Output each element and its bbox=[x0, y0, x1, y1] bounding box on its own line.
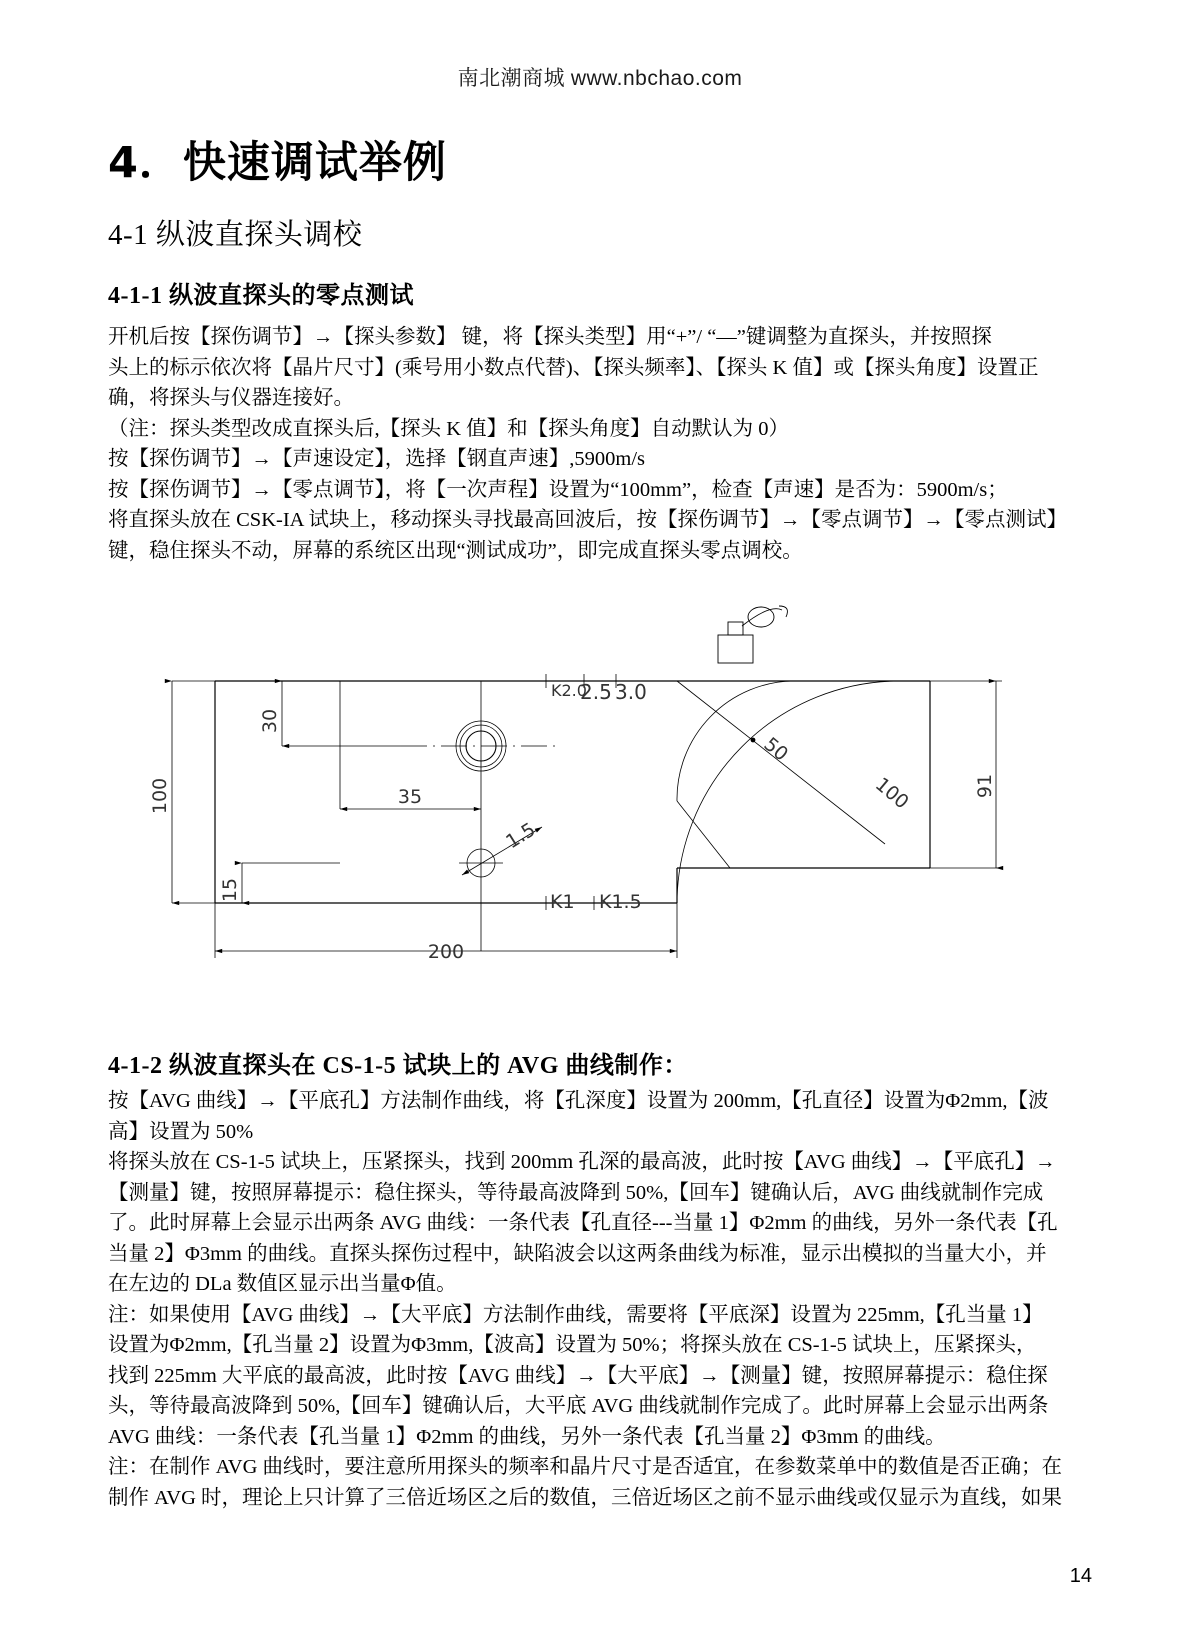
dim-label-R100: 100 bbox=[870, 773, 913, 814]
dim-label-100: 100 bbox=[149, 777, 171, 815]
dim-label-R50: 50 bbox=[759, 733, 793, 766]
body-line: 当量 2】Φ3mm 的曲线。直探头探伤过程中，缺陷波会以这两条曲线为标准，显示出模拟的当量大小，并 bbox=[108, 1242, 1047, 1265]
dim-label-35: 35 bbox=[397, 786, 423, 808]
dimension-depth-30 bbox=[282, 681, 401, 746]
dim-label-200: 200 bbox=[427, 941, 465, 963]
body-line: 键，稳住探头不动，屏幕的系统区出现“测试成功”，即完成直探头零点调校。 bbox=[108, 539, 803, 562]
paragraph-block-4-1-1 bbox=[108, 322, 1070, 566]
drawing-svg bbox=[110, 596, 1070, 1006]
body-line: 高】设置为 50% bbox=[108, 1120, 254, 1143]
dim-label-1-5: 1.5 bbox=[502, 818, 540, 854]
page-title: 4．快速调试举例 bbox=[108, 138, 447, 188]
body-line: 注：如果使用【AVG 曲线】→【大平底】方法制作曲线，需要将【平底深】设置为 225mm,【孔当量 1】 bbox=[108, 1303, 1043, 1326]
body-line: 按【AVG 曲线】→【平底孔】方法制作曲线，将【孔深度】设置为 200mm,【孔直径】设置为Φ2mm,【波 bbox=[108, 1090, 1049, 1112]
scale-label-k1-5: K1.5 bbox=[599, 891, 642, 913]
large-hole bbox=[401, 681, 561, 781]
subsection-heading-4-1-1: 4-1-1 纵波直探头的零点测试 bbox=[108, 283, 414, 309]
scale-label-3-0: 3.0 bbox=[615, 680, 647, 704]
radius-dimension-lines bbox=[677, 681, 885, 844]
probe-icon bbox=[718, 606, 787, 663]
paragraph-block-4-1-2 bbox=[108, 1086, 1070, 1513]
body-line: 设置为Φ2mm,【孔当量 2】设置为Φ3mm,【波高】设置为 50%；将探头放在 CS-1-5 试块上，压紧探头， bbox=[108, 1334, 1037, 1356]
body-line: 按【探伤调节】→【声速设定】，选择【钢直声速】,5900m/s bbox=[108, 448, 645, 470]
body-line: 头上的标示依次将【晶片尺寸】(乘号用小数点代替)、【探头频率】、【探头 K 值】或【探头角度】设置正 bbox=[108, 356, 1039, 379]
site-url: www.nbchao.com bbox=[570, 67, 743, 90]
body-line: 按【探伤调节】→【零点调节】，将【一次声程】设置为“100mm”，检查【声速】是否为：5900m/s； bbox=[108, 478, 1008, 501]
dimension-depth-15 bbox=[242, 863, 340, 903]
body-line: （注：探头类型改成直探头后,【探头 K 值】和【探头角度】自动默认为 0） bbox=[108, 417, 790, 440]
body-line: 注：在制作 AVG 曲线时，要注意所用探头的频率和晶片尺寸是否适宜，在参数菜单中的数值是否正确；在 bbox=[108, 1456, 1063, 1478]
dim-label-91: 91 bbox=[974, 773, 996, 799]
body-line: 开机后按【探伤调节】→【探头参数】 键，将【探头类型】用“+”/ “—”键调整为直探头，并按照探 bbox=[108, 326, 992, 348]
page-number: 14 bbox=[1069, 1565, 1092, 1587]
body-line: 【测量】键，按照屏幕提示：稳住探头，等待最高波降到 50%,【回车】键确认后，AVG 曲线就制作完成 bbox=[108, 1181, 1044, 1204]
scale-label-k1: K1 bbox=[550, 891, 575, 913]
body-line: 了。此时屏幕上会显示出两条 AVG 曲线：一条代表【孔直径---当量 1】Φ2mm 的曲线，另外一条代表【孔 bbox=[108, 1212, 1058, 1234]
body-line: 头，等待最高波降到 50%,【回车】键确认后，大平底 AVG 曲线就制作完成了。此时屏幕上会显示出两条 bbox=[108, 1395, 1049, 1417]
radius-arcs bbox=[677, 681, 898, 903]
body-line: 确，将探头与仪器连接好。 bbox=[108, 387, 354, 409]
body-line: AVG 曲线：一条代表【孔当量 1】Φ2mm 的曲线，另外一条代表【孔当量 2】Φ3mm 的曲线。 bbox=[108, 1425, 946, 1448]
dim-label-15: 15 bbox=[219, 877, 241, 903]
dim-label-30: 30 bbox=[259, 708, 281, 734]
body-line: 找到 225mm 大平底的最高波，此时按【AVG 曲线】→【大平底】→【测量】键，按照屏幕提示：稳住探 bbox=[108, 1364, 1048, 1387]
scale-label-2-5: 2.5 bbox=[580, 680, 612, 704]
subsection-heading-4-1-2: 4-1-2 纵波直探头在 CS-1-5 试块上的 AVG 曲线制作： bbox=[108, 1053, 688, 1079]
dimension-height-100 bbox=[172, 681, 215, 903]
body-line: 制作 AVG 时，理论上只计算了三倍近场区之后的数值，三倍近场区之前不显示曲线或仅显示为直线，如果 bbox=[108, 1486, 1063, 1509]
body-line: 在左边的 DLa 数值区显示出当量Φ值。 bbox=[108, 1273, 457, 1295]
small-hole bbox=[459, 781, 542, 951]
scale-label-k2-0: K2.0 bbox=[551, 681, 587, 700]
block-outline bbox=[215, 681, 930, 903]
body-line: 将探头放在 CS-1-5 试块上，压紧探头，找到 200mm 孔深的最高波，此时按【AVG 曲线】→【平底孔】→ bbox=[108, 1151, 1056, 1173]
site-name: 南北潮商城 bbox=[457, 66, 566, 90]
section-heading-4-1: 4-1 纵波直探头调校 bbox=[108, 219, 363, 251]
body-line: 将直探头放在 CSK-IA 试块上，移动探头寻找最高回波后，按【探伤调节】→【零点调节】→【零点测试】 bbox=[108, 509, 1067, 531]
csk-ia-block-drawing bbox=[110, 596, 1070, 1006]
page-header-watermark bbox=[0, 62, 1200, 92]
